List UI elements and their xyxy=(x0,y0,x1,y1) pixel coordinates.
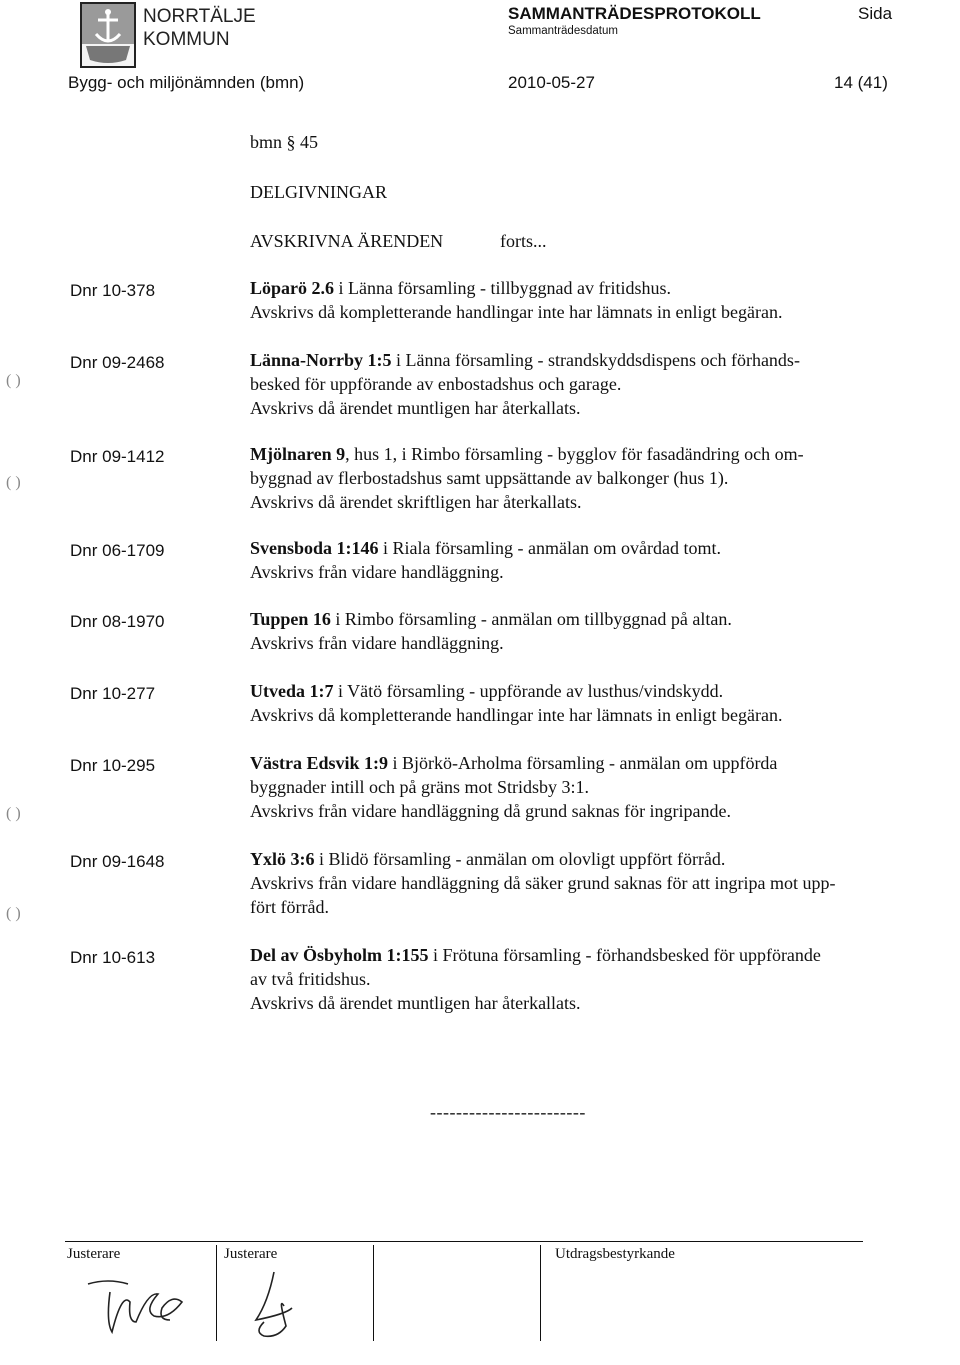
page-label: Sida xyxy=(858,4,893,23)
section-subtitle: AVSKRIVNA ÄRENDEN xyxy=(250,231,444,251)
protocol-title: SAMMANTRÄDESPROTOKOLL xyxy=(508,4,761,23)
certification-label: Utdragsbestyrkande xyxy=(555,1246,675,1262)
signature-2 xyxy=(224,1262,354,1342)
case-line: Avskrivs från vidare handläggning då säker grund saknas för att ingripa mot upp- xyxy=(250,873,836,893)
case-text: i Länna församling - strandskyddsdispens och förhands- xyxy=(391,350,800,370)
signature-1 xyxy=(80,1262,210,1342)
section-title: DELGIVNINGAR xyxy=(250,182,387,202)
case-line xyxy=(250,607,900,631)
municipality-line-1: NORRTÄLJE xyxy=(143,6,256,27)
property-name: Västra Edsvik 1:9 xyxy=(250,753,389,773)
case-line: Avskrivs då ärendet muntligen har återkallats. xyxy=(250,398,581,418)
case-number: Dnr 09-2468 xyxy=(70,353,165,372)
case-text: , hus 1, i Rimbo församling - bygglov för fasadändring och om- xyxy=(345,444,804,464)
footer-rule xyxy=(65,1241,863,1242)
continued-label: forts... xyxy=(500,231,547,251)
case-number: Dnr 10-295 xyxy=(70,756,156,775)
case-text: i Vätö församling - uppförande av lusthus/vindskydd. xyxy=(333,681,724,701)
case-number: Dnr 09-1412 xyxy=(70,447,165,466)
case-line xyxy=(250,442,900,466)
signer-label-2: Justerare xyxy=(224,1246,278,1262)
case-description xyxy=(250,348,900,420)
footer-divider xyxy=(373,1245,374,1341)
case-number: Dnr 10-277 xyxy=(70,684,156,703)
case-line: Avskrivs från vidare handläggning då grund saknas för ingripande. xyxy=(250,801,732,821)
signer-label-1: Justerare xyxy=(67,1246,121,1262)
meeting-date: 2010-05-27 xyxy=(508,73,595,92)
board-name: Bygg- och miljönämnden (bmn) xyxy=(68,73,305,92)
case-line xyxy=(250,276,900,300)
case-description xyxy=(250,276,900,324)
case-line xyxy=(250,943,900,967)
case-text: i Blidö församling - anmälan om olovligt uppfört förråd. xyxy=(314,849,726,869)
case-text: i Länna församling - tillbyggnad av fritidshus. xyxy=(334,278,671,298)
end-separator: ------------------------ xyxy=(430,1102,586,1122)
case-number: Dnr 09-1648 xyxy=(70,852,165,871)
case-description xyxy=(250,607,900,655)
case-line xyxy=(250,679,900,703)
case-description xyxy=(250,847,900,919)
case-line xyxy=(250,348,900,372)
municipality-name xyxy=(143,5,256,51)
footer-divider xyxy=(540,1245,541,1341)
case-line: Avskrivs från vidare handläggning. xyxy=(250,562,504,582)
case-description xyxy=(250,536,900,584)
case-line: Avskrivs från vidare handläggning. xyxy=(250,633,504,653)
case-text: i Björkö-Arholma församling - anmälan om uppförda xyxy=(388,753,778,773)
page-number: 14 (41) xyxy=(834,73,888,92)
anchor-crest-icon xyxy=(82,4,134,66)
property-name: Utveda 1:7 xyxy=(250,681,334,701)
margin-mark: ( ) xyxy=(6,474,21,491)
case-line: av två fritidshus. xyxy=(250,969,371,989)
case-number: Dnr 10-378 xyxy=(70,281,156,300)
paragraph-number: bmn § 45 xyxy=(250,132,319,152)
case-number: Dnr 06-1709 xyxy=(70,541,165,560)
case-line: Avskrivs då kompletterande handlingar inte har lämnats in enligt begäran. xyxy=(250,705,783,725)
property-name: Löparö 2.6 xyxy=(250,278,335,298)
municipality-line-2: KOMMUN xyxy=(143,29,230,50)
case-description xyxy=(250,442,900,514)
case-line: Avskrivs då kompletterande handlingar inte har lämnats in enligt begäran. xyxy=(250,302,783,322)
case-line: Avskrivs då ärendet skriftligen har återkallats. xyxy=(250,492,582,512)
property-name: Svensboda 1:146 xyxy=(250,538,379,558)
case-line xyxy=(250,847,900,871)
margin-mark: ( ) xyxy=(6,805,21,822)
municipality-logo xyxy=(80,2,136,68)
case-number: Dnr 10-613 xyxy=(70,948,156,967)
property-name: Yxlö 3:6 xyxy=(250,849,315,869)
property-name: Del av Ösbyholm 1:155 xyxy=(250,945,429,965)
case-line: byggnad av flerbostadshus samt uppsättande av balkonger (hus 1). xyxy=(250,468,729,488)
case-text: i Frötuna församling - förhandsbesked för uppförande xyxy=(428,945,821,965)
case-line xyxy=(250,536,900,560)
case-line: besked för uppförande av enbostadshus och garage. xyxy=(250,374,622,394)
margin-mark: ( ) xyxy=(6,372,21,389)
property-name: Länna-Norrby 1:5 xyxy=(250,350,392,370)
case-description xyxy=(250,751,900,823)
footer-divider xyxy=(216,1245,217,1341)
property-name: Tuppen 16 xyxy=(250,609,331,629)
case-line xyxy=(250,751,900,775)
property-name: Mjölnaren 9 xyxy=(250,444,346,464)
case-text: i Rimbo församling - anmälan om tillbyggnad på altan. xyxy=(330,609,732,629)
meeting-date-label: Sammanträdesdatum xyxy=(508,25,618,37)
case-number: Dnr 08-1970 xyxy=(70,612,165,631)
case-description xyxy=(250,943,900,1015)
case-description xyxy=(250,679,900,727)
case-line: Avskrivs då ärendet muntligen har återkallats. xyxy=(250,993,581,1013)
case-text: i Riala församling - anmälan om ovårdad tomt. xyxy=(378,538,721,558)
case-line: byggnader intill och på gräns mot Stridsby 3:1. xyxy=(250,777,589,797)
margin-mark: ( ) xyxy=(6,905,21,922)
case-line: fört förråd. xyxy=(250,897,329,917)
